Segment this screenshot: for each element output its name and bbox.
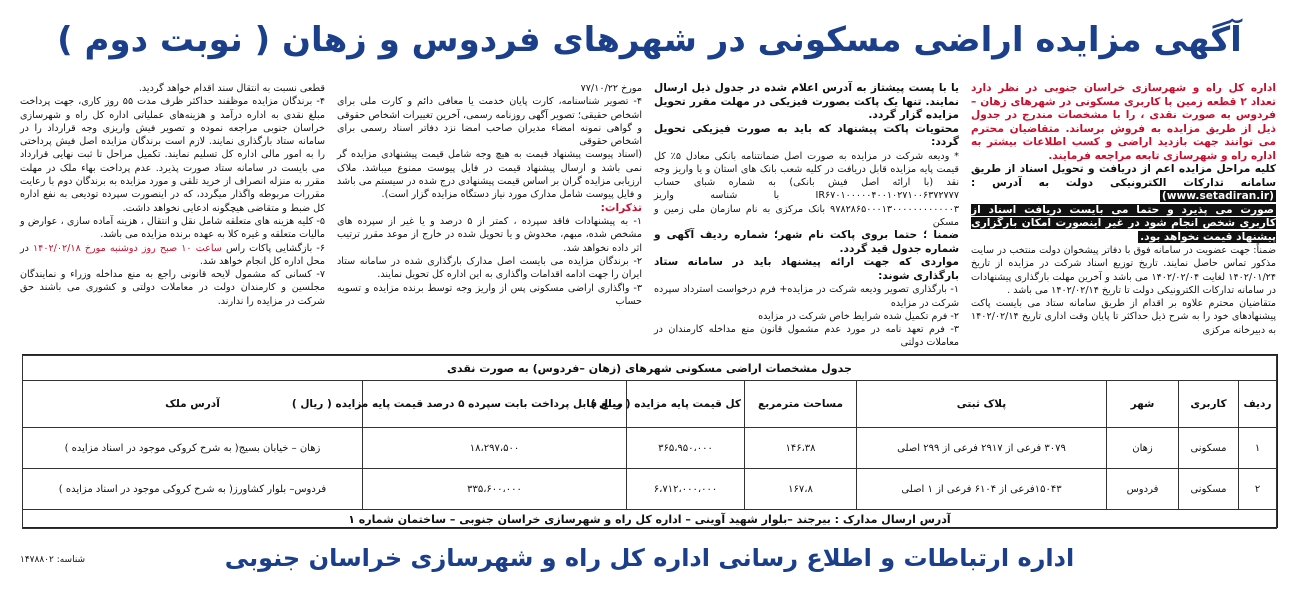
header-area: مساحت مترمربع	[745, 381, 857, 428]
cell-usage: مسکونی	[1179, 428, 1239, 469]
cell-price: ۶،۷۱۲،۰۰۰،۰۰۰	[627, 469, 745, 510]
page-title: آگهی مزایده اراضی مسکونی در شهرهای فردوس و زهان ( نوبت دوم )	[57, 20, 1242, 60]
column-1	[971, 82, 1276, 342]
cell-city: فردوس	[1107, 469, 1179, 510]
properties-table-wrapper	[22, 354, 1278, 528]
column-4	[20, 82, 325, 342]
cell-row-no: ۲	[1239, 469, 1277, 510]
col3-note-3: ۳- واگذاری اراضی مسکونی پس از واریز وجه توسط برنده مزایده و تسویه حساب	[337, 282, 642, 307]
cell-address: زهان – خیابان بسیج( به شرح کروکی موجود در اسناد مزایده )	[22, 428, 362, 469]
header-usage: کاربری	[1179, 381, 1239, 428]
setadiran-link[interactable]: (www.setadiran.ir)	[1161, 190, 1274, 202]
cell-row-no: ۱	[1239, 428, 1277, 469]
col3-note-2: ۲- برندگان مزایده می بایست اصل مدارک بارگذاری شده در سامانه ستاد ایران را جهت ادامه اقدامات واگذاری به این اداره کل تحویل نمایند.	[337, 256, 642, 281]
col4-item-5: ۵- کلیه هزینه های متعلقه شامل نقل و انتقال ، هزینه آماده سازی ، عوارض و مالیات متعلقه و غیره کلا به عهده برنده مزایده می باشد.	[20, 215, 325, 241]
col2-item-3: ۳- فرم تعهد نامه در مورد عدم مشمول قانون منع مداخله کارمندان در معاملات دولتی	[654, 324, 959, 349]
header-city: شهر	[1107, 381, 1179, 428]
col3-item-4: ۴- تصویر شناسنامه، کارت پایان خدمت یا معافی دائم و کارت ملی برای اشخاص حقیقی؛ تصویر آگهی روزنامه رسمی، آخرین تغییرات اشخاص حقوقی و گواهی نمونه امضاء مدیران صاحب امضا نزد دفاتر اسناد رسمی برای اشخاص حقوقی	[337, 96, 642, 148]
table-row	[22, 428, 1276, 469]
col1-intro	[971, 82, 1276, 163]
col3-attachments: (اسناد پیوست پیشنهاد قیمت به هیچ وجه شامل قیمت پیشنهادی مزایده گر نمی باشد و ارسال پیشنهاد قیمت در فایل پیوست ممنوع میباشد. ملاک ارزیابی مزایده گران بر اساس قیمت پیشنهادی درج شده در سیستم می باشد و فایل پیوست شامل مدارک مورد نیاز دستگاه مزایده گزار است).	[337, 149, 642, 201]
col3-note-1: ۱- به پیشنهادات فاقد سپرده ، کمتر از ۵ درصد و یا غیر از سپرده های مشخص شده، مبهم، مخدوش و یا تحویل شده در خارج از موعد مقرر ترتیب اثر داده نخواهد شد.	[337, 216, 643, 254]
header-price: کل قیمت پایه مزایده ( ریال )	[627, 381, 745, 428]
table-caption: جدول مشخصات اراضی مسکونی شهرهای (زهان –فردوس) به صورت نقدی	[22, 356, 1276, 381]
col2-upload-title: مواردی که جهت ارائه پیشنهاد باید در سامانه ستاد بارگذاری شوند:	[654, 256, 959, 282]
col1-deadline: متقاضیان محترم علاوه بر اقدام از طریق سامانه ستاد می بایست پاکت پیشنهادهای خود را به شرح ذیل حداکثر تا پایان وقت اداری تاریخ ۱۴۰۲/۰۲/۱۴ به دبیرخانه مرکزی	[971, 298, 1276, 336]
properties-table	[22, 355, 1277, 529]
col1-process	[971, 163, 1276, 204]
col1-process-text: کلیه مراحل مزایده اعم از دریافت و تحویل اسناد از طریق سامانه تدارکات الکترونیکی دولت به آدرس :	[971, 163, 1276, 189]
table-footer-row	[22, 510, 1276, 529]
col1-warning	[971, 204, 1276, 245]
table-header-row	[22, 381, 1276, 428]
cell-plate: ۳۰۷۹ فرعی از ۲۹۱۷ فرعی از ۲۹۹ اصلی	[857, 428, 1107, 469]
header-address: آدرس ملک	[22, 381, 362, 428]
cell-deposit: ۱۸،۲۹۷،۵۰۰	[363, 428, 627, 469]
column-3	[337, 82, 642, 342]
table-caption-row	[22, 356, 1276, 381]
cell-address: فردوس– بلوار کشاورز( به شرح کروکی موجود در اسناد مزایده )	[22, 469, 362, 510]
col4-opening-place: در محل اداره کل انجام خواهد شد.	[20, 242, 325, 267]
table-row	[22, 469, 1276, 510]
col4-item-7: ۷- کسانی که مشمول لایحه قانونی راجع به منع مداخله وزراء و نمایندگان مجلسین و کارمندان دولت در معاملات دولتی و کشوری می باشند حق شرکت در مزایده را ندارند.	[20, 269, 325, 307]
header-row-no: ردیف	[1239, 381, 1277, 428]
header-deposit: مبلغ قابل پرداخت بابت سپرده ۵ درصد قیمت پایه مزایده ( ریال )	[363, 381, 627, 428]
col4-item-4: ۴- برندگان مزایده موظفند حداکثر ظرف مدت ۵۵ روز کاری، جهت پرداخت مبلغ نقدی به اداره درآمد و هزینه‌های عملیاتی اداره کل راه و شهرسازی خراسان جنوبی مراجعه نموده و تصویر فیش واریزی وجه قرارداد را در سامانه ستاد بارگذاری نمایند. لازم است برندگان مزایده اصل فیش پرداختی را به امور مالی اداره کل تسلیم نمایند. تکمیل مراحل تا ثبت نهایی قرارداد می بایست در سامانه ستاد صورت پذیرد. عدم پرداخت بهاء ملک در مهلت مقرر به منزله انصراف از خرید تلقی و مورد مزایده به برندگان دوم با رعایت مقررات مربوطه واگذار میگردد، که در اینصورت سپرده تودیعی به نفع اداره کل ضبط و متقاضی هیچگونه ادعایی نخواهد داشت.	[20, 96, 325, 214]
col4-opening-label: ۶- بازگشایی پاکات راس	[225, 242, 325, 254]
cell-area: ۱۴۶،۳۸	[745, 428, 857, 469]
cell-price: ۳۶۵،۹۵۰،۰۰۰	[627, 428, 745, 469]
ad-code: شناسه: ۱۴۷۸۸۰۲	[20, 555, 86, 565]
column-2	[654, 82, 959, 349]
cell-city: زهان	[1107, 428, 1179, 469]
col1-intro-text: اداره کل راه و شهرسازی خراسان جنوبی در نظر دارد تعداد ۲ قطعه زمین با کاربری مسکونی در شهرهای زهان – فردوس به صورت نقدی ، را با مشخصات مندرج در جدول ذیل از طریق مزایده به فروش برساند. متقاضیان محترم می توانند جهت بازدید اراضی و کسب اطلاعات بیشتر به اداره راه و شهرسازی تابعه مراجعه فرمایند.	[971, 82, 1276, 162]
col2-post: یا با پست پیشتاز به آدرس اعلام شده در جدول ذیل ارسال نمایند. تنها یک پاکت بصورت فیزیکی در مهلت مقرر تحویل مزایده گزار گردد.	[654, 82, 959, 121]
col4-item-6	[20, 242, 325, 269]
cell-usage: مسکونی	[1179, 469, 1239, 510]
col1-note: ضمناً: جهت عضویت در سامانه فوق با دفاتر پیشخوان دولت منتخب در سایت مذکور تماس حاصل نمایند. تاریخ توزیع اسناد شرکت در مزایده از تاریخ ۱۴۰۲/۰۱/۲۴ لغایت ۱۴۰۲/۰۲/۰۴ می باشد و آخرین مهلت بارگذاری پیشنهادات در سامانه تدارکات الکترونیکی دولت تا تاریخ ۱۴۰۲/۰۲/۱۴ می باشد .	[971, 245, 1276, 296]
cell-deposit: ۳۳۵،۶۰۰،۰۰۰	[363, 469, 627, 510]
col3-notes-title: تذکرات:	[600, 201, 642, 214]
col4-opening-date: ساعت ۱۰ صبح روز دوشنبه مورخ ۱۴۰۲/۰۲/۱۸	[33, 242, 222, 254]
col2-envelope-note: ضمنا ؛ حتما بروی پاکت نام شهر؛ شماره ردیف آگهی و شماره جدول قید گردد.	[654, 229, 959, 255]
text-columns	[20, 82, 1276, 349]
col4-transfer: قطعی نسبت به انتقال سند اقدام خواهد گردید.	[138, 83, 325, 94]
col2-item-1: ۱- بارگذاری تصویر ودیعه شرکت در مزایده+ فرم درخواست استرداد سپرده شرکت در مزایده	[654, 284, 959, 309]
table-footer-address: آدرس ارسال مدارک : بیرجند –بلوار شهید آوینی – اداره کل راه و شهرسازی خراسان جنوبی – ساختمان شماره ۱	[22, 510, 1276, 529]
header-plate: پلاک ثبتی	[857, 381, 1107, 428]
cell-plate: ۱۵۰۴۳فرعی از ۶۱۰۴ فرعی از ۱ اصلی	[857, 469, 1107, 510]
col2-item-2: ۲- فرم تکمیل شده شرایط خاص شرکت در مزایده	[758, 310, 959, 322]
col2-contents-title: محتویات پاکت پیشنهاد که باید به صورت فیزیکی تحویل گردد:	[654, 122, 959, 148]
col2-deposit: * ودیعه شرکت در مزایده به صورت اصل ضمانتنامه بانکی معادل ۵٪ کل قیمت پایه مزایده قابل دریافت در کلیه شعب بانک های استان و یا واریز وجه نقد (با ارائه اصل فیش بانکی) به شماره شبای حساب IR۶۷۰۱۰۰۰۰۰۴۰۰۱۰۲۷۱۰۰۶۳۷۲۷۷۷ با شناسه واریز ۹۷۸۲۸۶۵۰۰۰۱۳۰۰۰۰۰۰۰۰۰۰۰۰۳ بانک مرکزی به نام سازمان ملی زمین و مسکن	[654, 150, 959, 228]
col1-warning-text: صورت می پذیرد و حتما می بایست دریافت اسناد از کاربری شخص انجام شود در غیر اینصورت امکان بارگزاری پیشنهاد قیمت نخواهد بود.	[971, 203, 1276, 243]
issuer-title: اداره ارتباطات و اطلاع رسانی اداره کل راه و شهرسازی خراسان جنوبی	[224, 544, 1075, 572]
cell-area: ۱۶۷،۸	[745, 469, 857, 510]
col3-date: مورخ ۷۷/۱۰/۲۲	[580, 83, 642, 94]
